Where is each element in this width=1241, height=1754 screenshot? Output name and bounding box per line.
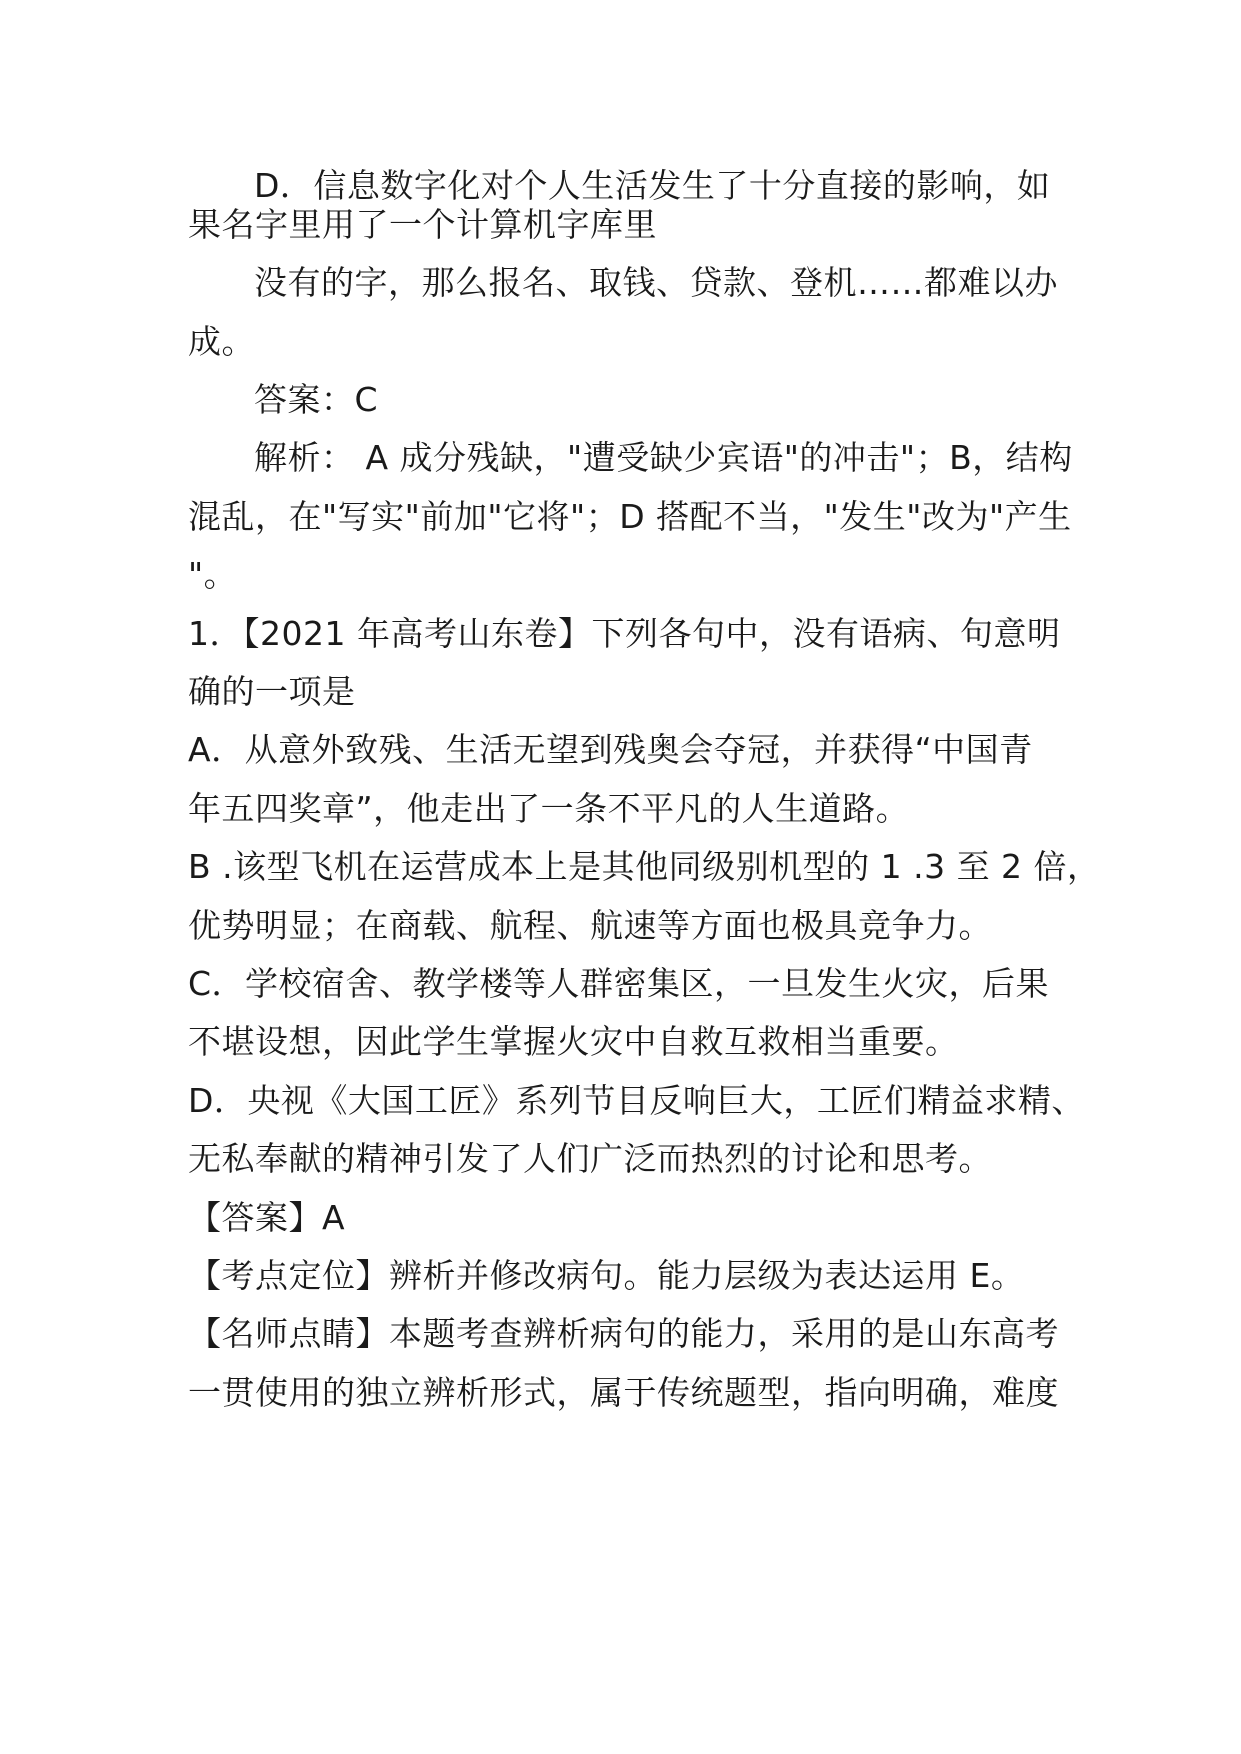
question-title: 1．【2021 年高考山东卷】下列各句中，没有语病、句意明 (188, 614, 1061, 653)
knowledge-point: 【考点定位】辨析并修改病句。能力层级为表达运用 E。 (188, 1256, 1025, 1295)
text-line: 不堪设想，因此学生掌握火灾中自救互救相当重要。 (188, 1022, 959, 1061)
option-a: A．从意外致残、生活无望到残奥会夺冠，并获得“中国青 (188, 730, 1033, 769)
option-b: B .该型飞机在运营成本上是其他同级别机型的 1 .3 至 2 倍， (188, 847, 1101, 886)
text-line: 果名字里用了一个计算机字库里 (188, 205, 657, 244)
text-line: 一贯使用的独立辨析形式，属于传统题型，指向明确，难度 (188, 1373, 1059, 1412)
teacher-comment: 【名师点睛】本题考查辨析病句的能力，采用的是山东高考 (188, 1314, 1059, 1353)
text-line: 解析： A 成分残缺，"遭受缺少宾语"的冲击"；B，结构 (254, 438, 1073, 477)
text-line: "。 (188, 555, 238, 594)
text-line: 优势明显；在商载、航程、航速等方面也极具竞争力。 (188, 906, 992, 945)
text-line: 成。 (188, 322, 255, 361)
option-d: D．央视《大国工匠》系列节目反响巨大，工匠们精益求精、 (188, 1081, 1085, 1120)
text-line: 无私奉献的精神引发了人们广泛而热烈的讨论和思考。 (188, 1139, 992, 1178)
text-line: 年五四奖章”，他走出了一条不平凡的人生道路。 (188, 789, 910, 828)
text-line: D．信息数字化对个人生活发生了十分直接的影响，如 (254, 166, 1051, 205)
text-line: 混乱，在"写实"前加"它将"；D 搭配不当，"发生"改为"产生 (188, 497, 1072, 536)
text-line: 确的一项是 (188, 672, 356, 711)
text-line: 答案：C (254, 380, 379, 419)
text-line: 没有的字，那么报名、取钱、贷款、登机……都难以办 (254, 263, 1058, 302)
option-c: C．学校宿舍、教学楼等人群密集区，一旦发生火灾，后果 (188, 964, 1050, 1003)
answer-label: 【答案】A (188, 1198, 346, 1237)
